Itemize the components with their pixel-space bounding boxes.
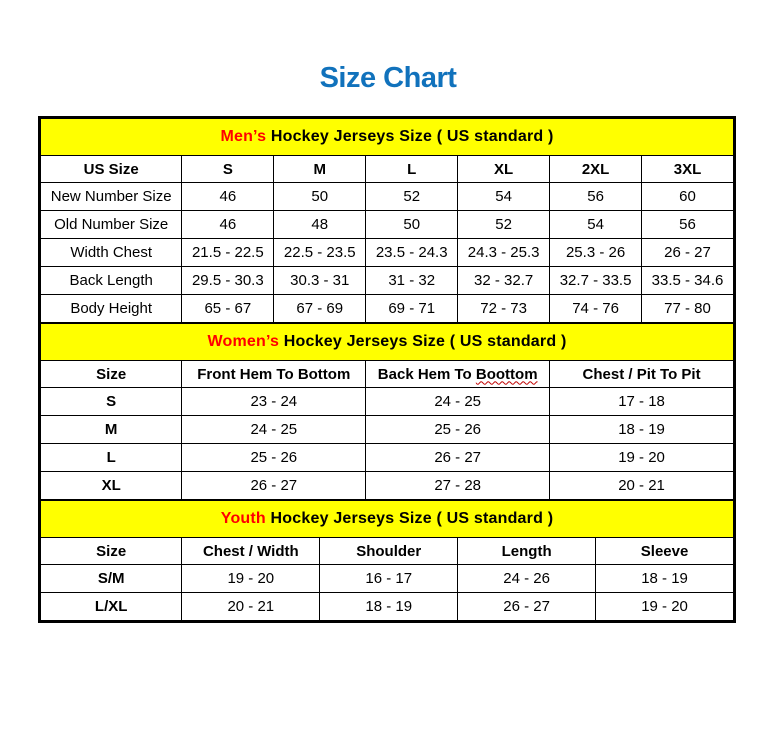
row-label: Old Number Size xyxy=(41,211,182,239)
size-value: 77 - 80 xyxy=(642,295,734,323)
size-value: 52 xyxy=(366,183,458,211)
mens-header-row xyxy=(41,156,734,183)
size-value: 54 xyxy=(550,211,642,239)
mens-column-header: 2XL xyxy=(550,156,642,183)
size-value: 72 - 73 xyxy=(458,295,550,323)
mens-table-row xyxy=(41,211,734,239)
youth-section-header-text: Hockey Jerseys Size ( US standard ) xyxy=(265,510,554,527)
mens-column-header: S xyxy=(182,156,274,183)
size-value: 29.5 - 30.3 xyxy=(182,267,274,295)
row-label: Body Height xyxy=(41,295,182,323)
womens-size-table xyxy=(40,323,734,500)
womens-section-header xyxy=(41,324,734,361)
youth-column-header: Chest / Width xyxy=(182,538,320,565)
size-value: 30.3 - 31 xyxy=(274,267,366,295)
size-value: 24 - 25 xyxy=(366,388,550,416)
youth-size-table xyxy=(40,500,734,621)
mens-column-header: US Size xyxy=(41,156,182,183)
mens-table-row xyxy=(41,239,734,267)
womens-column-header xyxy=(366,361,550,388)
size-value: 19 - 20 xyxy=(182,565,320,593)
mens-table-row xyxy=(41,295,734,323)
size-value: 74 - 76 xyxy=(550,295,642,323)
row-label: S/M xyxy=(41,565,182,593)
youth-section-header-highlight: Youth xyxy=(220,510,266,527)
youth-table-row xyxy=(41,565,734,593)
size-value: 17 - 18 xyxy=(550,388,734,416)
size-value: 24.3 - 25.3 xyxy=(458,239,550,267)
mens-column-header: 3XL xyxy=(642,156,734,183)
row-label: Back Length xyxy=(41,267,182,295)
size-value: 22.5 - 23.5 xyxy=(274,239,366,267)
youth-column-header: Size xyxy=(41,538,182,565)
size-value: 19 - 20 xyxy=(550,444,734,472)
youth-header-row xyxy=(41,538,734,565)
size-value: 65 - 67 xyxy=(182,295,274,323)
size-value: 69 - 71 xyxy=(366,295,458,323)
mens-size-table xyxy=(40,118,734,323)
row-label: L xyxy=(41,444,182,472)
row-label: S xyxy=(41,388,182,416)
womens-table-row xyxy=(41,472,734,500)
mens-section-header-highlight: Men’s xyxy=(220,128,267,145)
row-label: XL xyxy=(41,472,182,500)
youth-band-row xyxy=(41,501,734,538)
womens-table-row xyxy=(41,388,734,416)
size-value: 56 xyxy=(550,183,642,211)
size-value: 56 xyxy=(642,211,734,239)
size-value: 33.5 - 34.6 xyxy=(642,267,734,295)
size-value: 20 - 21 xyxy=(550,472,734,500)
size-value: 18 - 19 xyxy=(550,416,734,444)
youth-column-header: Length xyxy=(458,538,596,565)
youth-section-header xyxy=(41,501,734,538)
womens-column-header: Size xyxy=(41,361,182,388)
womens-table-row xyxy=(41,444,734,472)
row-label: Width Chest xyxy=(41,239,182,267)
row-label: M xyxy=(41,416,182,444)
mens-table-row xyxy=(41,183,734,211)
size-value: 26 - 27 xyxy=(458,593,596,621)
mens-section-header xyxy=(41,119,734,156)
womens-section-header-highlight: Women’s xyxy=(207,333,280,350)
column-header-text: Back Hem To xyxy=(377,365,476,383)
size-value: 48 xyxy=(274,211,366,239)
womens-column-header: Chest / Pit To Pit xyxy=(550,361,734,388)
size-value: 18 - 19 xyxy=(320,593,458,621)
size-chart-tables xyxy=(38,116,736,623)
size-value: 32 - 32.7 xyxy=(458,267,550,295)
size-value: 46 xyxy=(182,183,274,211)
womens-header-row xyxy=(41,361,734,388)
mens-section-header-text: Hockey Jerseys Size ( US standard ) xyxy=(266,128,554,145)
size-value: 60 xyxy=(642,183,734,211)
size-value: 26 - 27 xyxy=(642,239,734,267)
size-value: 50 xyxy=(274,183,366,211)
size-value: 19 - 20 xyxy=(596,593,734,621)
mens-column-header: XL xyxy=(458,156,550,183)
womens-section-header-text: Hockey Jerseys Size ( US standard ) xyxy=(279,333,567,350)
youth-column-header: Shoulder xyxy=(320,538,458,565)
size-value: 46 xyxy=(182,211,274,239)
size-value: 52 xyxy=(458,211,550,239)
row-label: New Number Size xyxy=(41,183,182,211)
size-value: 26 - 27 xyxy=(366,444,550,472)
size-value: 31 - 32 xyxy=(366,267,458,295)
size-value: 24 - 26 xyxy=(458,565,596,593)
mens-band-row xyxy=(41,119,734,156)
size-value: 25 - 26 xyxy=(366,416,550,444)
size-value: 21.5 - 22.5 xyxy=(182,239,274,267)
size-value: 26 - 27 xyxy=(182,472,366,500)
womens-band-row xyxy=(41,324,734,361)
mens-table-row xyxy=(41,267,734,295)
size-value: 23.5 - 24.3 xyxy=(366,239,458,267)
youth-table-row xyxy=(41,593,734,621)
size-value: 54 xyxy=(458,183,550,211)
row-label: L/XL xyxy=(41,593,182,621)
womens-table-row xyxy=(41,416,734,444)
size-value: 24 - 25 xyxy=(182,416,366,444)
mens-column-header: M xyxy=(274,156,366,183)
size-value: 27 - 28 xyxy=(366,472,550,500)
size-value: 18 - 19 xyxy=(596,565,734,593)
page-title: Size Chart xyxy=(319,62,457,94)
size-chart-page xyxy=(0,62,776,623)
size-value: 67 - 69 xyxy=(274,295,366,323)
size-value: 25 - 26 xyxy=(182,444,366,472)
size-value: 16 - 17 xyxy=(320,565,458,593)
column-header-misspelled-text: Boottom xyxy=(475,365,538,383)
size-value: 25.3 - 26 xyxy=(550,239,642,267)
mens-column-header: L xyxy=(366,156,458,183)
youth-column-header: Sleeve xyxy=(596,538,734,565)
size-value: 32.7 - 33.5 xyxy=(550,267,642,295)
size-value: 23 - 24 xyxy=(182,388,366,416)
size-value: 50 xyxy=(366,211,458,239)
womens-column-header: Front Hem To Bottom xyxy=(182,361,366,388)
size-value: 20 - 21 xyxy=(182,593,320,621)
